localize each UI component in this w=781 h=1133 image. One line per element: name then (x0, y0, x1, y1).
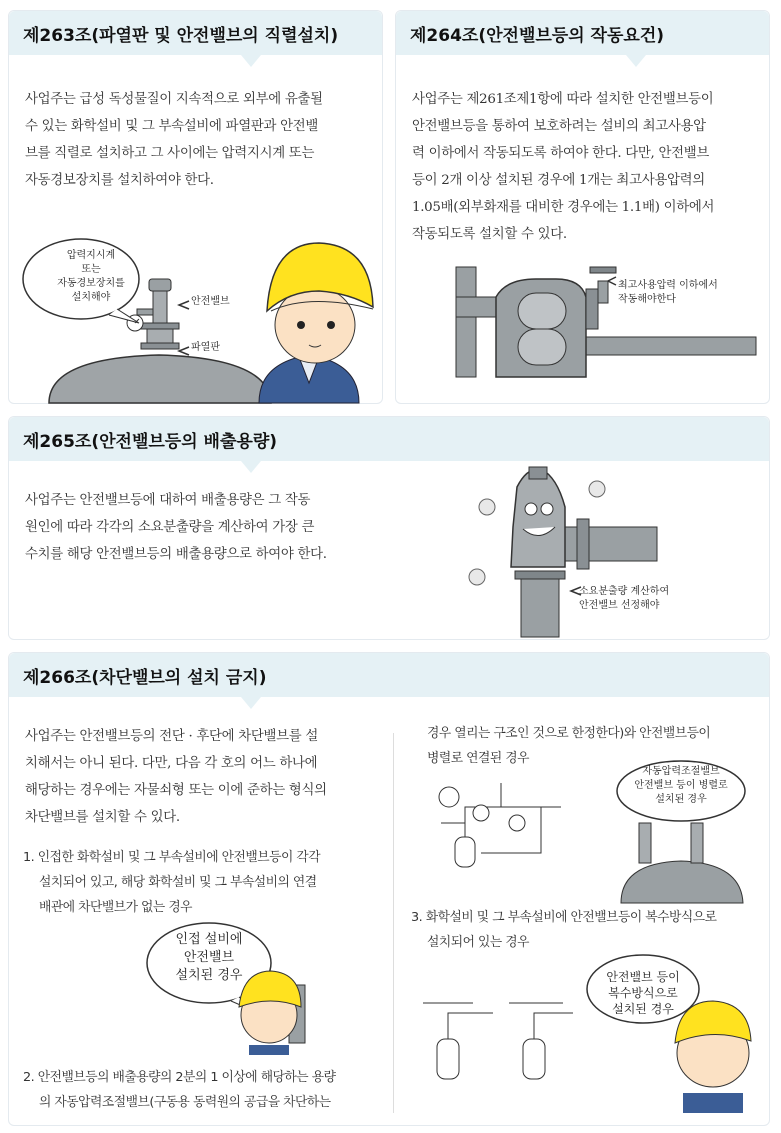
bubble-line: 설치된 경우 (175, 968, 243, 983)
bubble-line: 또는 (81, 264, 101, 275)
section-266-title: 제266조(차단밸브의 설치 금지) (23, 667, 267, 688)
text-line: 사업주는 급성 독성물질이 지속적으로 외부에 유출될 (25, 92, 323, 107)
note-line: 작동해야한다 (618, 294, 676, 305)
bubble-line: 설치된 경우 (612, 1002, 674, 1016)
pump-note (618, 279, 718, 307)
bubble-line: 복수방식으로 (608, 986, 678, 1000)
text-line: 차단밸브를 설치할 수 있다. (25, 810, 180, 825)
bubble-line: 안전밸브 (183, 950, 235, 965)
item-2-bubble (619, 765, 743, 807)
text-line: 설치되어 있고, 해당 화학설비 및 그 부속설비의 연결 (39, 875, 317, 890)
note-line: 소요분출량 계산하여 (579, 586, 670, 597)
section-265-header (9, 417, 769, 461)
bubble-line: 압력지시계 (66, 250, 116, 261)
text-line: 배관에 차단밸브가 없는 경우 (39, 900, 193, 915)
text-line: 사업주는 제261조제1항에 따라 설치한 안전밸브등이 (412, 92, 714, 107)
text-line: 1. 인접한 화학설비 및 그 부속설비에 안전밸브등이 각각 (23, 850, 321, 865)
valve-label: 안전밸브 (191, 296, 230, 307)
pump-illustration (406, 257, 766, 397)
text-line: 안전밸브등을 통하여 보호하려는 설비의 최고사용압 (412, 119, 706, 134)
text-line: 등이 2개 이상 설치된 경우에 1개는 최고사용압력의 (412, 173, 705, 188)
section-264-text (412, 86, 764, 248)
text-line: 력 이하에서 작동되도록 하여야 한다. 다만, 안전밸브 (412, 146, 709, 161)
item-1-bubble (153, 931, 265, 985)
text-line: 3. 화학설비 및 그 부속설비에 안전밸브등이 복수방식으로 (411, 910, 717, 925)
text-line: 자동경보장치를 설치하여야 한다. (25, 173, 214, 188)
section-266-card (8, 652, 770, 1126)
column-divider (393, 733, 394, 1113)
text-line: 사업주는 안전밸브등에 대하여 배출용량은 그 작동 (25, 493, 311, 508)
section-265-title: 제265조(안전밸브등의 배출용량) (23, 431, 278, 452)
text-line: 병렬로 연결된 경우 (427, 751, 530, 766)
disc-label: 파열판 (191, 342, 220, 353)
section-264-header (396, 11, 769, 55)
section-263-text (25, 86, 375, 194)
section-263-title: 제263조(파열판 및 안전밸브의 직렬설치) (23, 25, 339, 46)
section-266-text (25, 723, 387, 831)
item-1 (23, 845, 393, 920)
item-3-bubble (591, 969, 695, 1017)
valve-note (579, 585, 669, 613)
section-263-card (8, 10, 383, 404)
speech-bubble (49, 249, 133, 305)
text-line: 2. 안전밸브등의 배출용량의 2분의 1 이상에 해당하는 용량 (23, 1070, 336, 1085)
section-265-card (8, 416, 770, 640)
item-2 (23, 1065, 393, 1115)
bubble-line: 설치해야 (71, 292, 111, 303)
text-line: 사업주는 안전밸브등의 전단 · 후단에 차단밸브를 설 (25, 729, 319, 744)
text-line: 1.05배(외부화재를 대비한 경우에는 1.1배) 이하에서 (412, 200, 715, 215)
bubble-line: 안전밸브 등이 병렬로 (634, 780, 728, 791)
text-line: 해당하는 경우에는 자물쇠형 또는 이에 준하는 형식의 (25, 783, 327, 798)
note-line: 최고사용압력 이하에서 (618, 280, 718, 291)
section-263-header (9, 11, 382, 55)
section-266-header (9, 653, 769, 697)
text-line: 치해서는 아니 된다. 다만, 다음 각 호의 어느 하나에 (25, 756, 318, 771)
bubble-line: 자동경보장치를 (57, 278, 125, 289)
bubble-line: 설치된 경우 (655, 794, 707, 805)
text-line: 수치를 해당 안전밸브등의 배출용량으로 하여야 한다. (25, 547, 327, 562)
multiple-valve-diagram (413, 953, 763, 1113)
text-line: 경우 열리는 구조인 것으로 한정한다)와 안전밸브등이 (427, 726, 711, 741)
bubble-line: 인접 설비에 (175, 932, 243, 947)
text-line: 의 자동압력조절밸브(구동용 동력원의 공급을 차단하는 (39, 1095, 331, 1110)
bubble-line: 안전밸브 등이 (606, 970, 680, 984)
item-3 (411, 905, 769, 955)
text-line: 수 있는 화학설비 및 그 부속설비에 파열판과 안전밸 (25, 119, 319, 134)
section-264-title: 제264조(안전밸브등의 작동요건) (410, 25, 665, 46)
note-line: 안전밸브 선정해야 (579, 600, 660, 611)
text-line: 브를 직렬로 설치하고 그 사이에는 압력지시계 또는 (25, 146, 315, 161)
section-264-card (395, 10, 770, 404)
text-line: 원인에 따라 각각의 소요분출량을 계산하여 가장 큰 (25, 520, 315, 535)
bubble-line: 자동압력조절밸브 (642, 766, 720, 777)
text-line: 작동되도록 설치할 수 있다. (412, 227, 567, 242)
text-line: 설치되어 있는 경우 (427, 935, 530, 950)
section-265-text (25, 487, 405, 568)
